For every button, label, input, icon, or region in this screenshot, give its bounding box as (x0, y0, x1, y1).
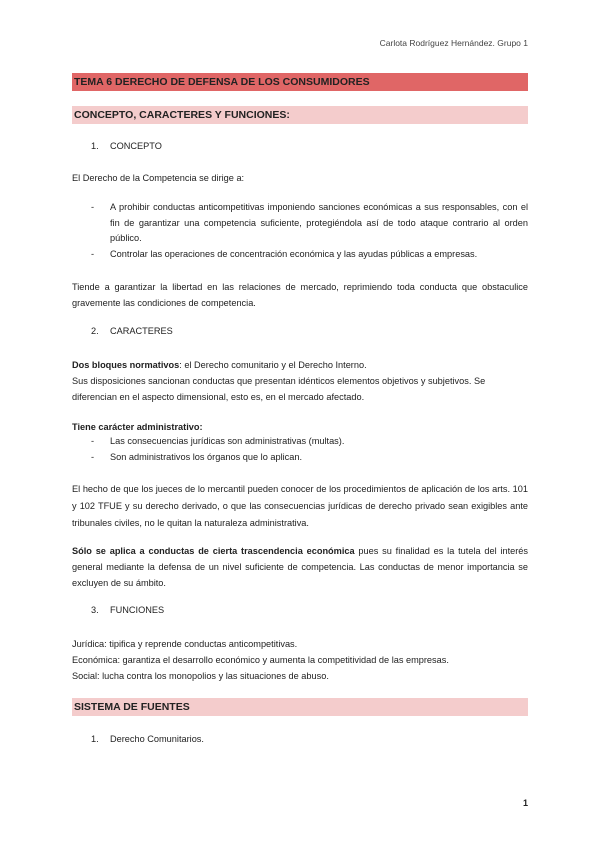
bullet-text: A prohibir conductas anticompetitivas imponiendo sanciones económicas a sus responsables, con el fin de garantizar una competencia suficiente, protegiéndola así de todo ataque contrario al orden público. (110, 202, 528, 243)
list-label: CARACTERES (110, 326, 173, 336)
numbered-heading-concepto (91, 141, 162, 151)
numbered-heading-funciones (91, 605, 164, 615)
bullet-text: Controlar las operaciones de concentración económica y las ayudas públicas a empresas. (110, 249, 478, 259)
bullet-text: Las consecuencias jurídicas son administrativas (multas). (110, 436, 345, 446)
numbered-heading-caracteres (91, 326, 173, 336)
list-label: CONCEPTO (110, 141, 162, 151)
section-heading-fuentes: SISTEMA DE FUENTES (72, 698, 528, 716)
list-number: 3. (91, 605, 99, 615)
bullet-dash: - (91, 436, 95, 446)
page-header: Carlota Rodríguez Hernández. Grupo 1 (379, 38, 528, 48)
document-title: TEMA 6 DERECHO DE DEFENSA DE LOS CONSUMIDORES (72, 73, 528, 91)
paragraph-solo (72, 543, 528, 591)
bullet-item (91, 450, 528, 466)
subheading-administrativo: Tiene carácter administrativo: (72, 422, 203, 432)
paragraph-bloques (72, 357, 528, 373)
list-label: FUNCIONES (110, 605, 165, 615)
text-span: : el Derecho comunitario y el Derecho Interno. (179, 360, 367, 370)
funcion-social: Social: lucha contra los monopolios y las situaciones de abuso. (72, 671, 329, 681)
text-span: pues su finalidad es la tutela del interés general mediante la defensa de un nivel suficiente de competencia. Las conductas de menor importancia se excluyen de su ámbito. (72, 546, 528, 588)
list-number: 2. (91, 326, 99, 336)
paragraph-disposiciones: Sus disposiciones sancionan conductas que presentan idénticos elementos objetivos y subjetivos. Se diferencian en el aspecto dimensional, esto es, en el mercado afectado. (72, 376, 486, 402)
bullet-dash: - (91, 452, 95, 462)
bullet-dash: - (91, 249, 95, 259)
list-label: Derecho Comunitarios. (110, 734, 204, 744)
bullet-text: Son administrativos los órganos que lo aplican. (110, 452, 303, 462)
bullet-dash: - (91, 202, 95, 212)
section-heading-concepto: CONCEPTO, CARACTERES Y FUNCIONES: (72, 106, 528, 124)
list-number: 1. (91, 141, 99, 151)
list-number: 1. (91, 734, 99, 744)
bold-term: Sólo se aplica a conductas de cierta trascendencia económica (72, 546, 355, 556)
page-number: 1 (522, 798, 528, 808)
funcion-economica: Económica: garantiza el desarrollo económico y aumenta la competitividad de las empresas. (72, 655, 449, 665)
bullet-item (91, 200, 528, 247)
bullet-item (91, 434, 528, 450)
funcion-juridica: Jurídica: tipifica y reprende conductas anticompetitivas. (72, 639, 298, 649)
paragraph-tiende: Tiende a garantizar la libertad en las relaciones de mercado, reprimiendo toda conducta que obstaculice gravemente las condiciones de competencia. (72, 282, 528, 308)
paragraph-hecho: El hecho de que los jueces de lo mercantil pueden conocer de los procedimientos de aplicación de los arts. 101 y 102 TFUE y su derecho derivado, o que las consecuencias jurídicas de derecho privado sean exigibles ante tribunales civiles, no le quitan la naturaleza administrativa. (72, 484, 528, 528)
bullet-item (91, 247, 528, 263)
numbered-heading-derecho-comunitario (91, 734, 204, 744)
bold-term: Dos bloques normativos (72, 360, 180, 370)
paragraph-intro: El Derecho de la Competencia se dirige a: (72, 173, 245, 183)
